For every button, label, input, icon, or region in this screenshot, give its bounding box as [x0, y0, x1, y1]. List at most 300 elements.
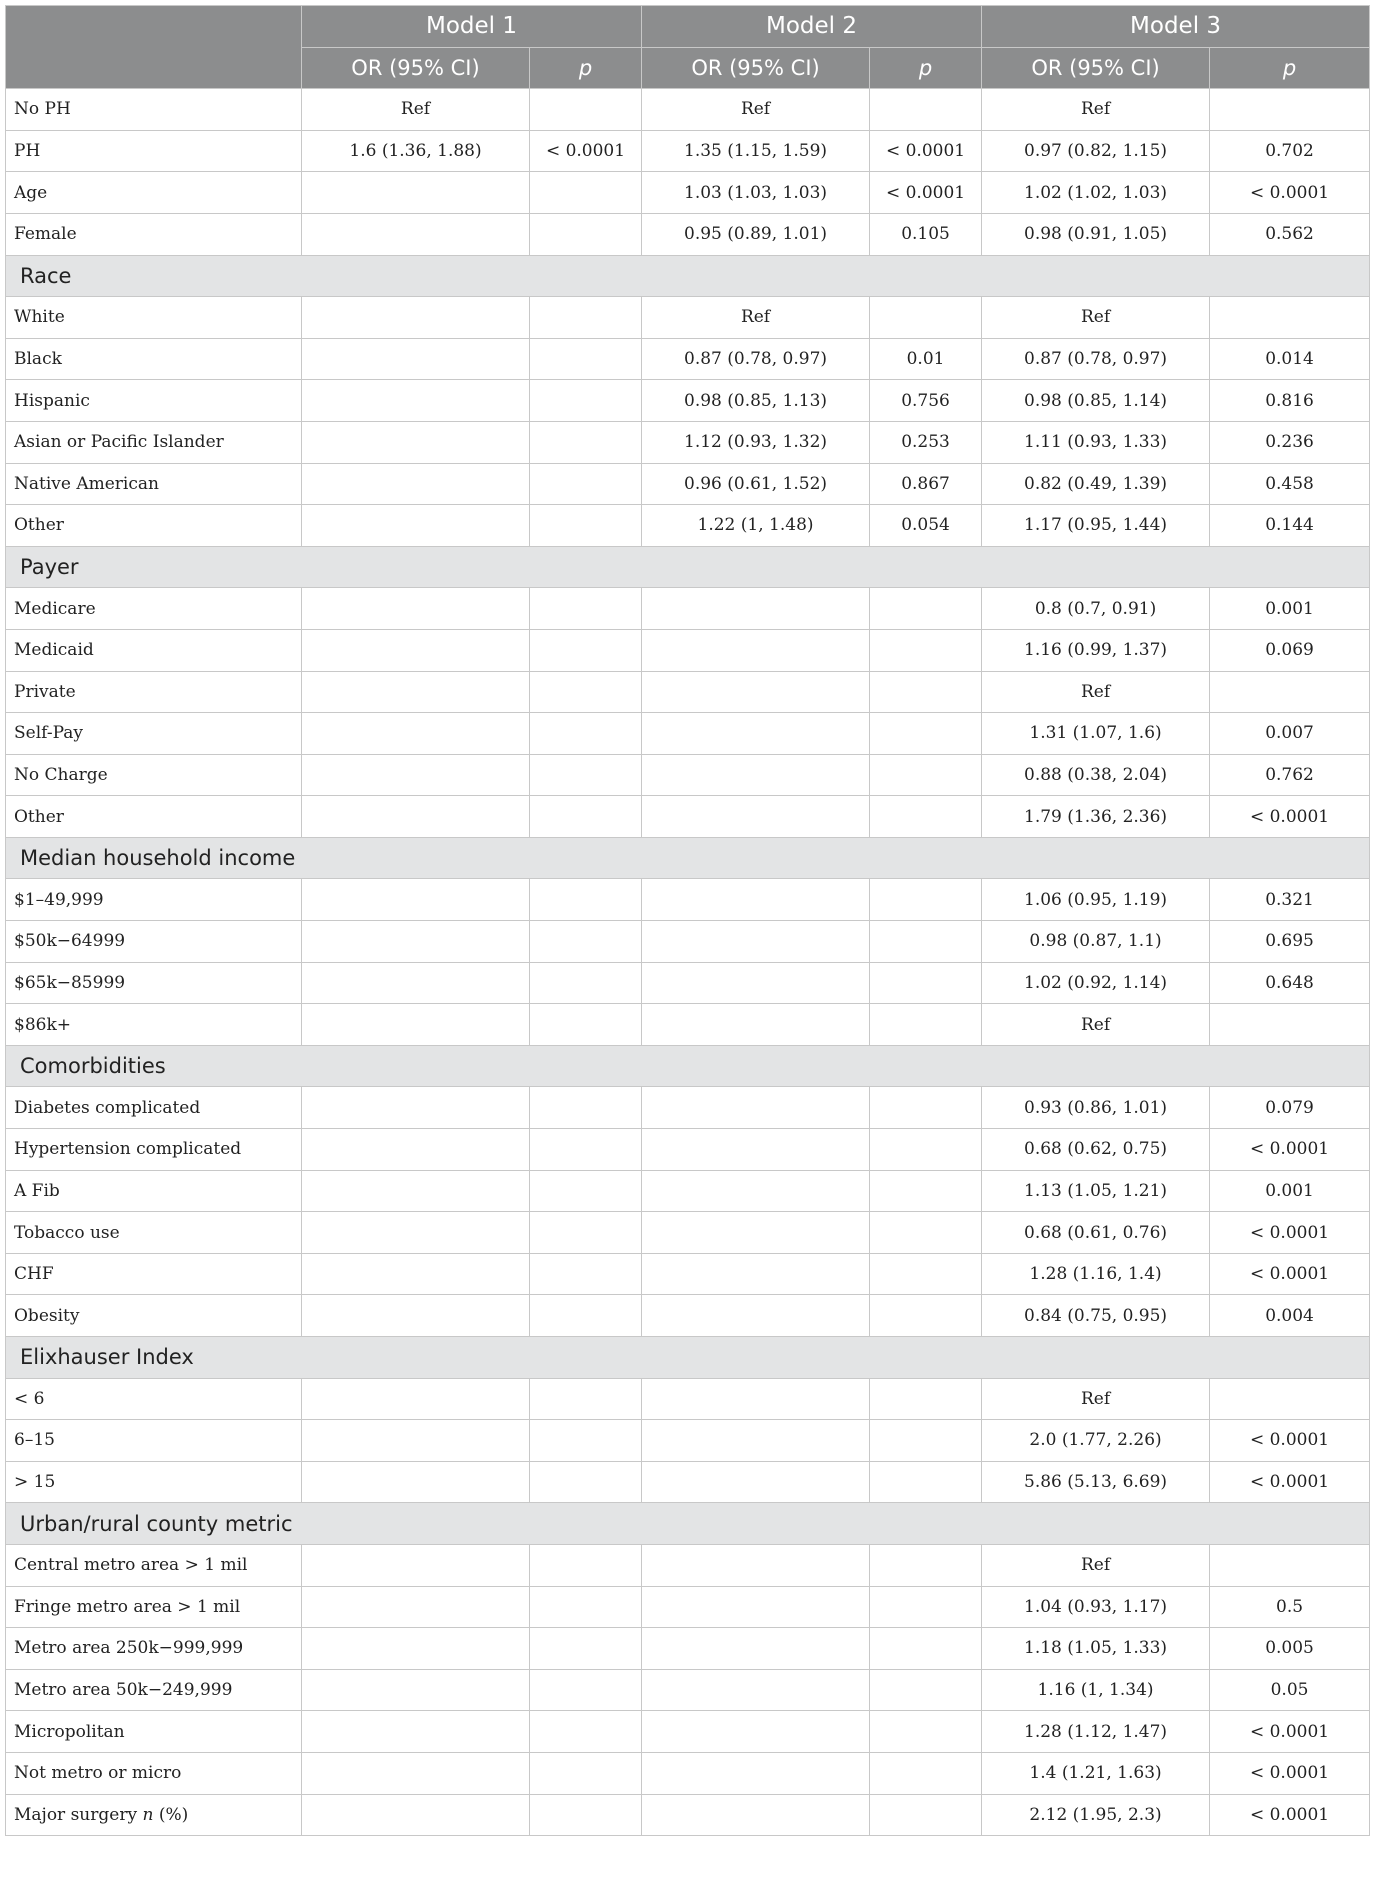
row-label: Hypertension complicated — [6, 1129, 302, 1171]
model2-or-cell: 1.12 (0.93, 1.32) — [642, 421, 870, 463]
model3-or-cell: 0.98 (0.85, 1.14) — [982, 380, 1210, 422]
model3-p-cell — [1210, 1378, 1370, 1420]
model3-p-cell — [1210, 297, 1370, 339]
model3-or-cell: 5.86 (5.13, 6.69) — [982, 1461, 1210, 1503]
section-label: Payer — [6, 546, 1370, 588]
row-label: > 15 — [6, 1461, 302, 1503]
model2-p-cell — [870, 921, 982, 963]
table-row — [6, 505, 1370, 547]
model1-or-cell — [302, 380, 530, 422]
section-label: Elixhauser Index — [6, 1337, 1370, 1379]
model2-p-cell — [870, 1586, 982, 1628]
table-row — [6, 713, 1370, 755]
row-label: Medicaid — [6, 629, 302, 671]
model2-or-cell — [642, 629, 870, 671]
model3-p-cell: 0.816 — [1210, 380, 1370, 422]
model1-p-cell — [530, 1212, 642, 1254]
model2-or-cell — [642, 1794, 870, 1836]
model2-or-cell: Ref — [642, 89, 870, 131]
row-label: < 6 — [6, 1378, 302, 1420]
row-label: Asian or Pacific Islander — [6, 421, 302, 463]
table-row — [6, 671, 1370, 713]
model3-or-cell: 1.28 (1.12, 1.47) — [982, 1711, 1210, 1753]
row-label: Hispanic — [6, 380, 302, 422]
row-label: A Fib — [6, 1170, 302, 1212]
table-row — [6, 1544, 1370, 1586]
section-header-row — [6, 546, 1370, 588]
model3-or-cell: 1.02 (0.92, 1.14) — [982, 962, 1210, 1004]
model3-p-cell: < 0.0001 — [1210, 172, 1370, 214]
model2-or-cell: 0.95 (0.89, 1.01) — [642, 213, 870, 255]
table-row — [6, 130, 1370, 172]
header-model-2: Model 2 — [642, 6, 982, 48]
model1-p-cell — [530, 1628, 642, 1670]
model2-or-cell — [642, 671, 870, 713]
model1-p-cell — [530, 1129, 642, 1171]
section-header-row — [6, 1337, 1370, 1379]
table-row — [6, 796, 1370, 838]
model2-p-cell — [870, 1628, 982, 1670]
row-label: Central metro area > 1 mil — [6, 1544, 302, 1586]
table-body — [6, 89, 1370, 1836]
model1-or-cell — [302, 754, 530, 796]
model1-p-cell — [530, 421, 642, 463]
section-label: Comorbidities — [6, 1045, 1370, 1087]
row-label: Other — [6, 796, 302, 838]
model3-or-cell: 1.13 (1.05, 1.21) — [982, 1170, 1210, 1212]
model3-p-cell — [1210, 1004, 1370, 1046]
header-model-1: Model 1 — [302, 6, 642, 48]
row-label: No Charge — [6, 754, 302, 796]
model2-p-cell — [870, 1004, 982, 1046]
table-row — [6, 1461, 1370, 1503]
row-label: $1–49,999 — [6, 879, 302, 921]
model3-or-cell: 1.17 (0.95, 1.44) — [982, 505, 1210, 547]
table-row — [6, 421, 1370, 463]
row-label: Private — [6, 671, 302, 713]
model3-or-cell: 1.16 (0.99, 1.37) — [982, 629, 1210, 671]
model2-or-cell — [642, 1420, 870, 1462]
model1-or-cell — [302, 1295, 530, 1337]
model2-or-cell — [642, 921, 870, 963]
model3-p-cell: 0.014 — [1210, 338, 1370, 380]
section-header-row — [6, 1503, 1370, 1545]
model3-p-cell — [1210, 1544, 1370, 1586]
model2-or-cell — [642, 1378, 870, 1420]
model3-p-cell: 0.069 — [1210, 629, 1370, 671]
model1-or-cell — [302, 1087, 530, 1129]
model3-p-cell: 0.144 — [1210, 505, 1370, 547]
model1-or-cell — [302, 629, 530, 671]
table-row — [6, 213, 1370, 255]
model1-p-cell — [530, 1461, 642, 1503]
model3-or-cell: 0.97 (0.82, 1.15) — [982, 130, 1210, 172]
table-row — [6, 380, 1370, 422]
model3-or-cell: 0.8 (0.7, 0.91) — [982, 588, 1210, 630]
model2-p-cell — [870, 1253, 982, 1295]
model3-or-cell: 0.68 (0.61, 0.76) — [982, 1212, 1210, 1254]
model2-p-cell — [870, 962, 982, 1004]
model1-p-cell — [530, 1586, 642, 1628]
model3-or-cell: 0.68 (0.62, 0.75) — [982, 1129, 1210, 1171]
model3-p-cell: 0.562 — [1210, 213, 1370, 255]
model3-p-cell: 0.321 — [1210, 879, 1370, 921]
model1-or-cell — [302, 1544, 530, 1586]
model2-p-cell — [870, 1170, 982, 1212]
model1-p-cell — [530, 629, 642, 671]
model1-p-cell — [530, 1544, 642, 1586]
row-label: Tobacco use — [6, 1212, 302, 1254]
model3-or-cell: 0.82 (0.49, 1.39) — [982, 463, 1210, 505]
model2-or-cell — [642, 1544, 870, 1586]
model1-p-cell — [530, 89, 642, 131]
model2-p-cell — [870, 1461, 982, 1503]
table-row — [6, 754, 1370, 796]
table-row — [6, 1295, 1370, 1337]
row-label: Fringe metro area > 1 mil — [6, 1586, 302, 1628]
row-label: Black — [6, 338, 302, 380]
model3-p-cell: 0.236 — [1210, 421, 1370, 463]
model2-or-cell — [642, 1170, 870, 1212]
model2-p-cell: 0.253 — [870, 421, 982, 463]
table-row — [6, 89, 1370, 131]
model1-or-cell — [302, 1711, 530, 1753]
model2-p-cell — [870, 1420, 982, 1462]
model1-p-cell — [530, 380, 642, 422]
model2-p-cell — [870, 1378, 982, 1420]
model1-or-cell — [302, 588, 530, 630]
model1-or-cell — [302, 505, 530, 547]
model2-p-cell — [870, 671, 982, 713]
model1-or-cell — [302, 1212, 530, 1254]
model3-p-cell — [1210, 671, 1370, 713]
table-row — [6, 1087, 1370, 1129]
model2-or-cell — [642, 713, 870, 755]
model3-p-cell: < 0.0001 — [1210, 1420, 1370, 1462]
model3-or-cell: 0.98 (0.87, 1.1) — [982, 921, 1210, 963]
model1-or-cell — [302, 879, 530, 921]
model1-or-cell — [302, 1253, 530, 1295]
section-header-row — [6, 255, 1370, 297]
model2-p-cell — [870, 1087, 982, 1129]
table-row — [6, 962, 1370, 1004]
model2-or-cell — [642, 588, 870, 630]
model1-p-cell — [530, 962, 642, 1004]
model2-or-cell — [642, 796, 870, 838]
model3-p-cell: < 0.0001 — [1210, 1129, 1370, 1171]
table-row — [6, 1378, 1370, 1420]
model2-or-cell: 0.96 (0.61, 1.52) — [642, 463, 870, 505]
row-label: Metro area 50k−249,999 — [6, 1669, 302, 1711]
model3-or-cell: 0.87 (0.78, 0.97) — [982, 338, 1210, 380]
table-row — [6, 1420, 1370, 1462]
model1-or-cell — [302, 1420, 530, 1462]
model3-p-cell: < 0.0001 — [1210, 1794, 1370, 1836]
model1-p-cell — [530, 172, 642, 214]
row-label: CHF — [6, 1253, 302, 1295]
header-blank-cell — [6, 6, 302, 89]
model2-p-cell — [870, 1752, 982, 1794]
model1-or-cell — [302, 962, 530, 1004]
model3-or-cell: 1.31 (1.07, 1.6) — [982, 713, 1210, 755]
row-label: PH — [6, 130, 302, 172]
header-p-value: p — [1210, 47, 1370, 89]
table-row — [6, 1669, 1370, 1711]
model3-p-cell: 0.004 — [1210, 1295, 1370, 1337]
model3-or-cell: 1.06 (0.95, 1.19) — [982, 879, 1210, 921]
row-label: Native American — [6, 463, 302, 505]
model2-p-cell: < 0.0001 — [870, 130, 982, 172]
model3-p-cell: 0.695 — [1210, 921, 1370, 963]
model1-or-cell — [302, 463, 530, 505]
row-label: Diabetes complicated — [6, 1087, 302, 1129]
model1-p-cell — [530, 213, 642, 255]
model3-or-cell: Ref — [982, 89, 1210, 131]
model3-or-cell: 0.84 (0.75, 0.95) — [982, 1295, 1210, 1337]
model1-or-cell: 1.6 (1.36, 1.88) — [302, 130, 530, 172]
model1-or-cell — [302, 297, 530, 339]
header-model-3: Model 3 — [982, 6, 1370, 48]
model1-p-cell — [530, 754, 642, 796]
row-label: $50k−64999 — [6, 921, 302, 963]
row-label: White — [6, 297, 302, 339]
model3-or-cell: 2.0 (1.77, 2.26) — [982, 1420, 1210, 1462]
table-row — [6, 1711, 1370, 1753]
header-p-value: p — [870, 47, 982, 89]
table-row — [6, 921, 1370, 963]
model2-or-cell — [642, 1087, 870, 1129]
table-row — [6, 879, 1370, 921]
model2-p-cell — [870, 879, 982, 921]
model1-p-cell — [530, 588, 642, 630]
section-label: Urban/rural county metric — [6, 1503, 1370, 1545]
model2-or-cell: 1.03 (1.03, 1.03) — [642, 172, 870, 214]
model3-p-cell: < 0.0001 — [1210, 1711, 1370, 1753]
table-row — [6, 1129, 1370, 1171]
model1-p-cell — [530, 921, 642, 963]
header-or-ci: OR (95% CI) — [642, 47, 870, 89]
model2-p-cell: 0.01 — [870, 338, 982, 380]
section-label: Race — [6, 255, 1370, 297]
header-or-ci: OR (95% CI) — [302, 47, 530, 89]
model1-p-cell: < 0.0001 — [530, 130, 642, 172]
model3-or-cell: Ref — [982, 297, 1210, 339]
model2-p-cell: < 0.0001 — [870, 172, 982, 214]
model3-p-cell: 0.762 — [1210, 754, 1370, 796]
model3-p-cell: 0.005 — [1210, 1628, 1370, 1670]
model3-or-cell: 0.88 (0.38, 2.04) — [982, 754, 1210, 796]
header-row-models — [6, 6, 1370, 48]
model1-or-cell — [302, 1129, 530, 1171]
model1-or-cell — [302, 1170, 530, 1212]
model1-or-cell — [302, 172, 530, 214]
table-row — [6, 1586, 1370, 1628]
model2-p-cell — [870, 1212, 982, 1254]
model1-p-cell — [530, 1295, 642, 1337]
row-label: No PH — [6, 89, 302, 131]
model1-p-cell — [530, 1752, 642, 1794]
model3-or-cell: 1.04 (0.93, 1.17) — [982, 1586, 1210, 1628]
table-row — [6, 588, 1370, 630]
model3-p-cell: < 0.0001 — [1210, 1752, 1370, 1794]
model3-or-cell: 1.4 (1.21, 1.63) — [982, 1752, 1210, 1794]
model1-or-cell — [302, 1628, 530, 1670]
model2-or-cell: 0.98 (0.85, 1.13) — [642, 380, 870, 422]
model3-or-cell: 0.98 (0.91, 1.05) — [982, 213, 1210, 255]
header-or-ci: OR (95% CI) — [982, 47, 1210, 89]
model2-p-cell — [870, 1544, 982, 1586]
model2-or-cell — [642, 1129, 870, 1171]
model3-p-cell: 0.5 — [1210, 1586, 1370, 1628]
model2-p-cell — [870, 297, 982, 339]
table-row — [6, 1752, 1370, 1794]
model2-or-cell — [642, 879, 870, 921]
model2-p-cell — [870, 588, 982, 630]
row-label: $86k+ — [6, 1004, 302, 1046]
table-row — [6, 338, 1370, 380]
model1-or-cell — [302, 1794, 530, 1836]
model2-p-cell: 0.105 — [870, 213, 982, 255]
row-label: Self-Pay — [6, 713, 302, 755]
model1-or-cell — [302, 1461, 530, 1503]
section-header-row — [6, 1045, 1370, 1087]
model2-or-cell — [642, 1628, 870, 1670]
model2-or-cell — [642, 1752, 870, 1794]
model1-or-cell — [302, 421, 530, 463]
model3-p-cell: 0.001 — [1210, 588, 1370, 630]
model2-or-cell — [642, 1004, 870, 1046]
model3-p-cell: 0.007 — [1210, 713, 1370, 755]
model3-p-cell: < 0.0001 — [1210, 796, 1370, 838]
model1-p-cell — [530, 671, 642, 713]
model3-or-cell: 1.02 (1.02, 1.03) — [982, 172, 1210, 214]
row-label: Major surgery n (%) — [6, 1794, 302, 1836]
model1-or-cell: Ref — [302, 89, 530, 131]
model1-or-cell — [302, 713, 530, 755]
row-label: Female — [6, 213, 302, 255]
model1-or-cell — [302, 213, 530, 255]
model1-p-cell — [530, 1378, 642, 1420]
model1-p-cell — [530, 505, 642, 547]
model2-or-cell — [642, 962, 870, 1004]
table-row — [6, 1628, 1370, 1670]
model2-p-cell — [870, 1669, 982, 1711]
model2-or-cell — [642, 1295, 870, 1337]
table-row — [6, 463, 1370, 505]
model3-p-cell — [1210, 89, 1370, 131]
model3-or-cell: 1.16 (1, 1.34) — [982, 1669, 1210, 1711]
model1-or-cell — [302, 921, 530, 963]
model1-p-cell — [530, 879, 642, 921]
model3-or-cell: 0.93 (0.86, 1.01) — [982, 1087, 1210, 1129]
model2-or-cell — [642, 1461, 870, 1503]
model1-p-cell — [530, 796, 642, 838]
model2-or-cell — [642, 754, 870, 796]
model2-p-cell — [870, 713, 982, 755]
model3-or-cell: Ref — [982, 671, 1210, 713]
model1-p-cell — [530, 713, 642, 755]
model1-p-cell — [530, 1669, 642, 1711]
model3-or-cell: 1.11 (0.93, 1.33) — [982, 421, 1210, 463]
table-row — [6, 172, 1370, 214]
model1-p-cell — [530, 1420, 642, 1462]
model1-p-cell — [530, 1794, 642, 1836]
model2-or-cell — [642, 1586, 870, 1628]
model1-or-cell — [302, 671, 530, 713]
model1-p-cell — [530, 1170, 642, 1212]
model3-or-cell: 2.12 (1.95, 2.3) — [982, 1794, 1210, 1836]
model2-p-cell — [870, 1295, 982, 1337]
model3-p-cell: 0.05 — [1210, 1669, 1370, 1711]
model3-p-cell: 0.702 — [1210, 130, 1370, 172]
model1-p-cell — [530, 297, 642, 339]
row-label: $65k−85999 — [6, 962, 302, 1004]
model2-or-cell — [642, 1711, 870, 1753]
model2-p-cell: 0.756 — [870, 380, 982, 422]
section-label: Median household income — [6, 837, 1370, 879]
model2-p-cell — [870, 1711, 982, 1753]
model3-p-cell: 0.079 — [1210, 1087, 1370, 1129]
model1-p-cell — [530, 1711, 642, 1753]
model3-p-cell: < 0.0001 — [1210, 1253, 1370, 1295]
row-label: Medicare — [6, 588, 302, 630]
model1-or-cell — [302, 1004, 530, 1046]
model3-or-cell: 1.28 (1.16, 1.4) — [982, 1253, 1210, 1295]
model3-p-cell: 0.458 — [1210, 463, 1370, 505]
row-label: Other — [6, 505, 302, 547]
model1-or-cell — [302, 1586, 530, 1628]
table-row — [6, 1253, 1370, 1295]
model3-p-cell: 0.001 — [1210, 1170, 1370, 1212]
model3-p-cell: < 0.0001 — [1210, 1461, 1370, 1503]
row-label: Obesity — [6, 1295, 302, 1337]
row-label: Age — [6, 172, 302, 214]
model2-or-cell — [642, 1253, 870, 1295]
model2-p-cell — [870, 629, 982, 671]
model3-or-cell: 1.18 (1.05, 1.33) — [982, 1628, 1210, 1670]
model2-p-cell: 0.867 — [870, 463, 982, 505]
model1-or-cell — [302, 1378, 530, 1420]
table-row — [6, 1212, 1370, 1254]
model1-p-cell — [530, 463, 642, 505]
model2-p-cell — [870, 1794, 982, 1836]
model3-or-cell: 1.79 (1.36, 2.36) — [982, 796, 1210, 838]
model2-or-cell: 0.87 (0.78, 0.97) — [642, 338, 870, 380]
model2-or-cell — [642, 1212, 870, 1254]
table-header — [6, 6, 1370, 89]
model2-p-cell: 0.054 — [870, 505, 982, 547]
model1-or-cell — [302, 1752, 530, 1794]
header-p-value: p — [530, 47, 642, 89]
model1-p-cell — [530, 338, 642, 380]
model2-or-cell: 1.35 (1.15, 1.59) — [642, 130, 870, 172]
row-label: Not metro or micro — [6, 1752, 302, 1794]
model3-or-cell: Ref — [982, 1004, 1210, 1046]
model1-or-cell — [302, 796, 530, 838]
table-row — [6, 297, 1370, 339]
section-header-row — [6, 837, 1370, 879]
model3-or-cell: Ref — [982, 1378, 1210, 1420]
model2-p-cell — [870, 754, 982, 796]
model2-or-cell — [642, 1669, 870, 1711]
model3-or-cell: Ref — [982, 1544, 1210, 1586]
model1-p-cell — [530, 1087, 642, 1129]
model1-or-cell — [302, 338, 530, 380]
model2-p-cell — [870, 796, 982, 838]
model3-p-cell: 0.648 — [1210, 962, 1370, 1004]
table-row — [6, 629, 1370, 671]
model3-p-cell: < 0.0001 — [1210, 1212, 1370, 1254]
